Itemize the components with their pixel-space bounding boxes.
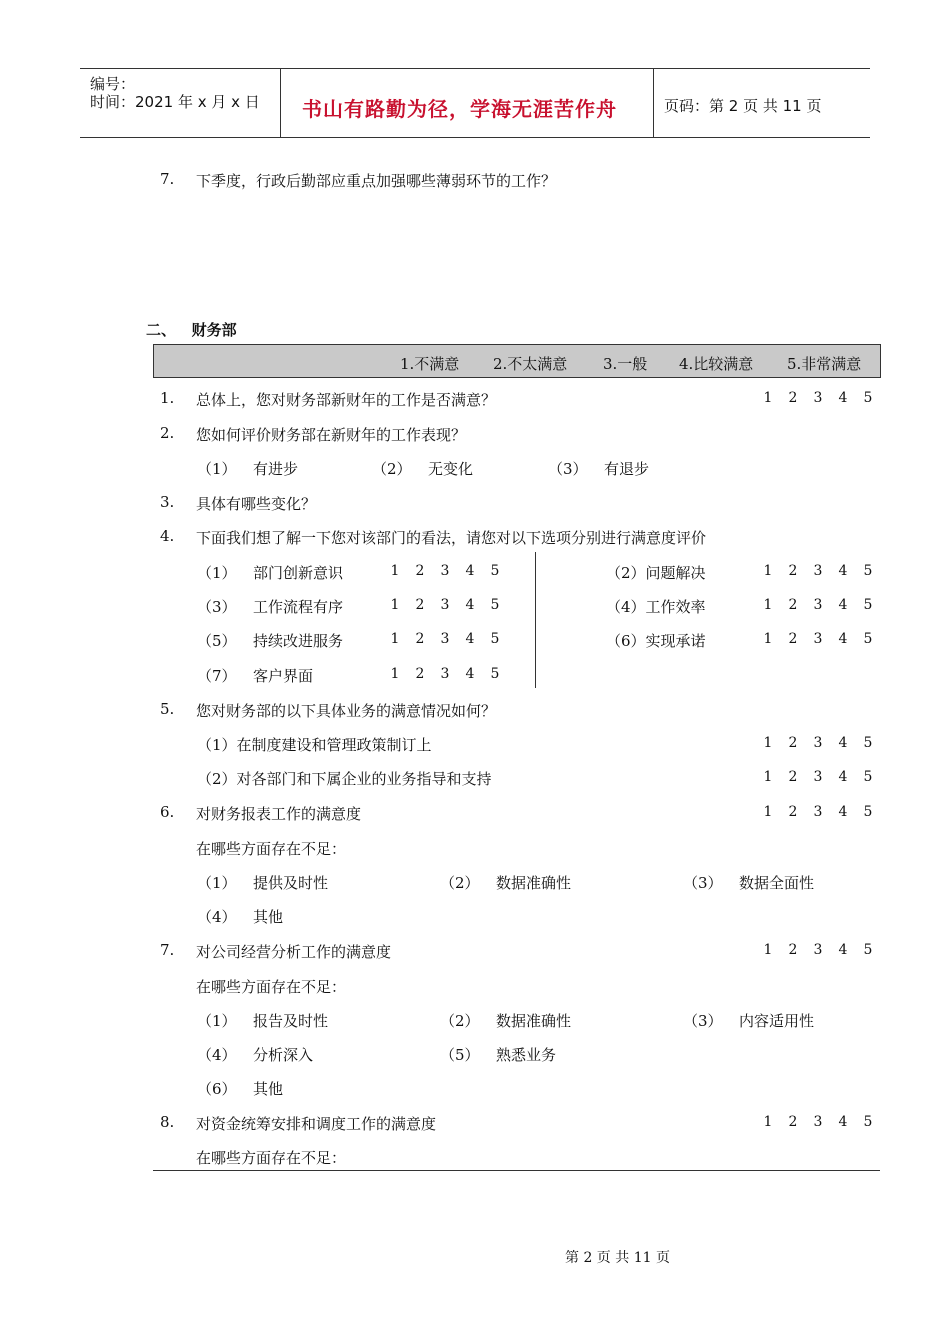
option-code[interactable]: （3）: [683, 1012, 723, 1030]
question-text: 总体上，您对财务部新财年的工作是否满意？: [196, 391, 497, 409]
sub-question: 在哪些方面存在不足：: [196, 840, 347, 858]
rating-digit[interactable]: 1: [390, 597, 400, 613]
rating-digit[interactable]: 2: [415, 563, 425, 579]
rating-digit[interactable]: 4: [838, 769, 848, 785]
rating-digit[interactable]: 3: [440, 631, 450, 647]
option-code[interactable]: （2）: [440, 874, 480, 892]
option-label[interactable]: 有退步: [604, 460, 650, 478]
rating-digit[interactable]: 2: [415, 597, 425, 613]
rating-digit[interactable]: 4: [838, 735, 848, 751]
rating-digit[interactable]: 4: [838, 597, 848, 613]
rating-digit[interactable]: 5: [490, 666, 500, 682]
rating-digit[interactable]: 2: [788, 769, 798, 785]
page-header: [80, 68, 870, 138]
rating-digit[interactable]: 1: [763, 804, 773, 820]
option-code[interactable]: （1）: [197, 874, 237, 892]
rating-digit[interactable]: 3: [440, 563, 450, 579]
rating-digit[interactable]: 2: [788, 804, 798, 820]
question-number: 7.: [160, 941, 175, 959]
question-number: 7.: [160, 170, 175, 188]
time-label: 时间：2021 年 x 月 x 日: [90, 93, 260, 111]
question-text: 下面我们想了解一下您对该部门的看法，请您对以下选项分别进行满意度评价: [196, 529, 707, 547]
option-label: 工作流程有序: [253, 598, 344, 616]
scale-option: 4.比较满意: [679, 355, 754, 373]
scale-option: 2.不太满意: [493, 355, 568, 373]
rating-digit[interactable]: 3: [813, 390, 823, 406]
rating-digit[interactable]: 1: [763, 942, 773, 958]
rating-digit[interactable]: 5: [863, 631, 873, 647]
rating-digit[interactable]: 3: [813, 804, 823, 820]
option-label: （6）实现承诺: [606, 632, 706, 650]
rating-digit[interactable]: 2: [788, 1114, 798, 1130]
option-label: （2）问题解决: [606, 564, 706, 582]
rating-digit[interactable]: 4: [838, 390, 848, 406]
rating-digit[interactable]: 5: [490, 597, 500, 613]
option-label: 持续改进服务: [253, 632, 344, 650]
option-code[interactable]: （3）: [683, 874, 723, 892]
header-divider: [653, 69, 654, 137]
option-code[interactable]: （3）: [548, 460, 588, 478]
rating-digit[interactable]: 4: [465, 666, 475, 682]
option-code[interactable]: （1）: [197, 1012, 237, 1030]
rating-digit[interactable]: 4: [465, 631, 475, 647]
item-label: （2）对各部门和下属企业的业务指导和支持: [197, 770, 492, 788]
scale-option: 5.非常满意: [787, 355, 862, 373]
rating-digit[interactable]: 5: [863, 735, 873, 751]
rating-digit[interactable]: 2: [788, 597, 798, 613]
question-text: 下季度，行政后勤部应重点加强哪些薄弱环节的工作？: [196, 172, 557, 190]
rating-digit[interactable]: 4: [838, 631, 848, 647]
option-code[interactable]: （4）: [197, 908, 237, 926]
rating-digit[interactable]: 5: [863, 804, 873, 820]
option-label[interactable]: 无变化: [428, 460, 474, 478]
question-text: 对公司经营分析工作的满意度: [196, 943, 392, 961]
question-number: 2.: [160, 424, 175, 442]
rating-digit[interactable]: 3: [813, 1114, 823, 1130]
rating-digit[interactable]: 5: [490, 631, 500, 647]
option-code: （3）: [197, 598, 237, 616]
rating-digit[interactable]: 4: [838, 1114, 848, 1130]
scale-option: 1.不满意: [400, 355, 460, 373]
column-divider: [535, 552, 536, 688]
rating-digit[interactable]: 4: [465, 597, 475, 613]
serial-label: 编号：: [90, 75, 136, 93]
rating-digit[interactable]: 3: [813, 769, 823, 785]
rating-scale-bar: [153, 344, 881, 378]
rating-digit[interactable]: 5: [863, 942, 873, 958]
sub-question: 在哪些方面存在不足：: [196, 1149, 347, 1167]
option-code[interactable]: （2）: [372, 460, 412, 478]
rating-digit[interactable]: 1: [763, 563, 773, 579]
item-label: （1）在制度建设和管理政策制订上: [197, 736, 432, 754]
rating-digit[interactable]: 4: [838, 804, 848, 820]
rating-digit[interactable]: 2: [788, 563, 798, 579]
rating-digit[interactable]: 1: [763, 390, 773, 406]
sub-question: 在哪些方面存在不足：: [196, 978, 347, 996]
rating-digit[interactable]: 2: [788, 942, 798, 958]
rating-digit[interactable]: 1: [390, 563, 400, 579]
option-label[interactable]: 其他: [253, 908, 284, 926]
rating-digit[interactable]: 3: [813, 735, 823, 751]
rating-digit[interactable]: 3: [813, 631, 823, 647]
rating-digit[interactable]: 1: [763, 1114, 773, 1130]
rating-digit[interactable]: 5: [863, 563, 873, 579]
option-label[interactable]: 提供及时性: [253, 874, 329, 892]
option-label[interactable]: 内容适用性: [739, 1012, 815, 1030]
rating-digit[interactable]: 4: [465, 563, 475, 579]
scale-option: 3.一般: [603, 355, 648, 373]
rating-digit[interactable]: 1: [763, 597, 773, 613]
rating-digit[interactable]: 4: [838, 942, 848, 958]
question-text: 具体有哪些变化？: [196, 495, 317, 513]
rating-digit[interactable]: 5: [863, 390, 873, 406]
option-label: （4）工作效率: [606, 598, 706, 616]
rating-digit[interactable]: 1: [763, 631, 773, 647]
rating-digit[interactable]: 2: [788, 390, 798, 406]
rating-digit[interactable]: 1: [390, 666, 400, 682]
rating-digit[interactable]: 1: [390, 631, 400, 647]
header-motto: 书山有路勤为径，学海无涯苦作舟: [302, 97, 617, 121]
question-number: 1.: [160, 389, 175, 407]
option-label: 部门创新意识: [253, 564, 344, 582]
page-number-label: 页码：第 2 页 共 11 页: [664, 97, 822, 115]
option-label[interactable]: 分析深入: [253, 1046, 314, 1064]
rating-digit[interactable]: 2: [415, 666, 425, 682]
rating-digit[interactable]: 5: [863, 769, 873, 785]
option-label[interactable]: 数据准确性: [496, 1012, 572, 1030]
question-text: 对资金统筹安排和调度工作的满意度: [196, 1115, 437, 1133]
option-label: 客户界面: [253, 667, 314, 685]
option-label[interactable]: 数据全面性: [739, 874, 815, 892]
rating-digit[interactable]: 5: [863, 597, 873, 613]
question-number: 3.: [160, 493, 175, 511]
rating-digit[interactable]: 2: [788, 735, 798, 751]
question-number: 4.: [160, 527, 175, 545]
rating-digit[interactable]: 1: [763, 769, 773, 785]
rating-digit[interactable]: 2: [788, 631, 798, 647]
section-bottom-rule: [153, 1170, 880, 1171]
rating-digit[interactable]: 3: [440, 666, 450, 682]
rating-digit[interactable]: 3: [813, 942, 823, 958]
option-code[interactable]: （4）: [197, 1046, 237, 1064]
option-label[interactable]: 报告及时性: [253, 1012, 329, 1030]
rating-digit[interactable]: 2: [415, 631, 425, 647]
question-number: 8.: [160, 1113, 175, 1131]
question-number: 5.: [160, 700, 175, 718]
question-text: 您对财务部的以下具体业务的满意情况如何？: [196, 702, 497, 720]
rating-digit[interactable]: 5: [863, 1114, 873, 1130]
option-label[interactable]: 有进步: [253, 460, 299, 478]
rating-digit[interactable]: 1: [763, 735, 773, 751]
option-code: （1）: [197, 564, 237, 582]
option-label[interactable]: 其他: [253, 1080, 284, 1098]
rating-digit[interactable]: 3: [813, 597, 823, 613]
option-code[interactable]: （2）: [440, 1012, 480, 1030]
rating-digit[interactable]: 3: [440, 597, 450, 613]
option-code[interactable]: （6）: [197, 1080, 237, 1098]
section-title: 二、 财务部: [146, 321, 237, 339]
rating-digit[interactable]: 3: [813, 563, 823, 579]
question-number: 6.: [160, 803, 175, 821]
option-code: （5）: [197, 632, 237, 650]
option-code[interactable]: （1）: [197, 460, 237, 478]
page-footer: 第 2 页 共 11 页: [565, 1250, 670, 1266]
rating-digit[interactable]: 4: [838, 563, 848, 579]
option-code: （7）: [197, 667, 237, 685]
option-code[interactable]: （5）: [440, 1046, 480, 1064]
rating-digit[interactable]: 5: [490, 563, 500, 579]
question-text: 您如何评价财务部在新财年的工作表现？: [196, 426, 467, 444]
option-label[interactable]: 熟悉业务: [496, 1046, 557, 1064]
question-text: 对财务报表工作的满意度: [196, 805, 362, 823]
header-divider: [280, 69, 281, 137]
option-label[interactable]: 数据准确性: [496, 874, 572, 892]
